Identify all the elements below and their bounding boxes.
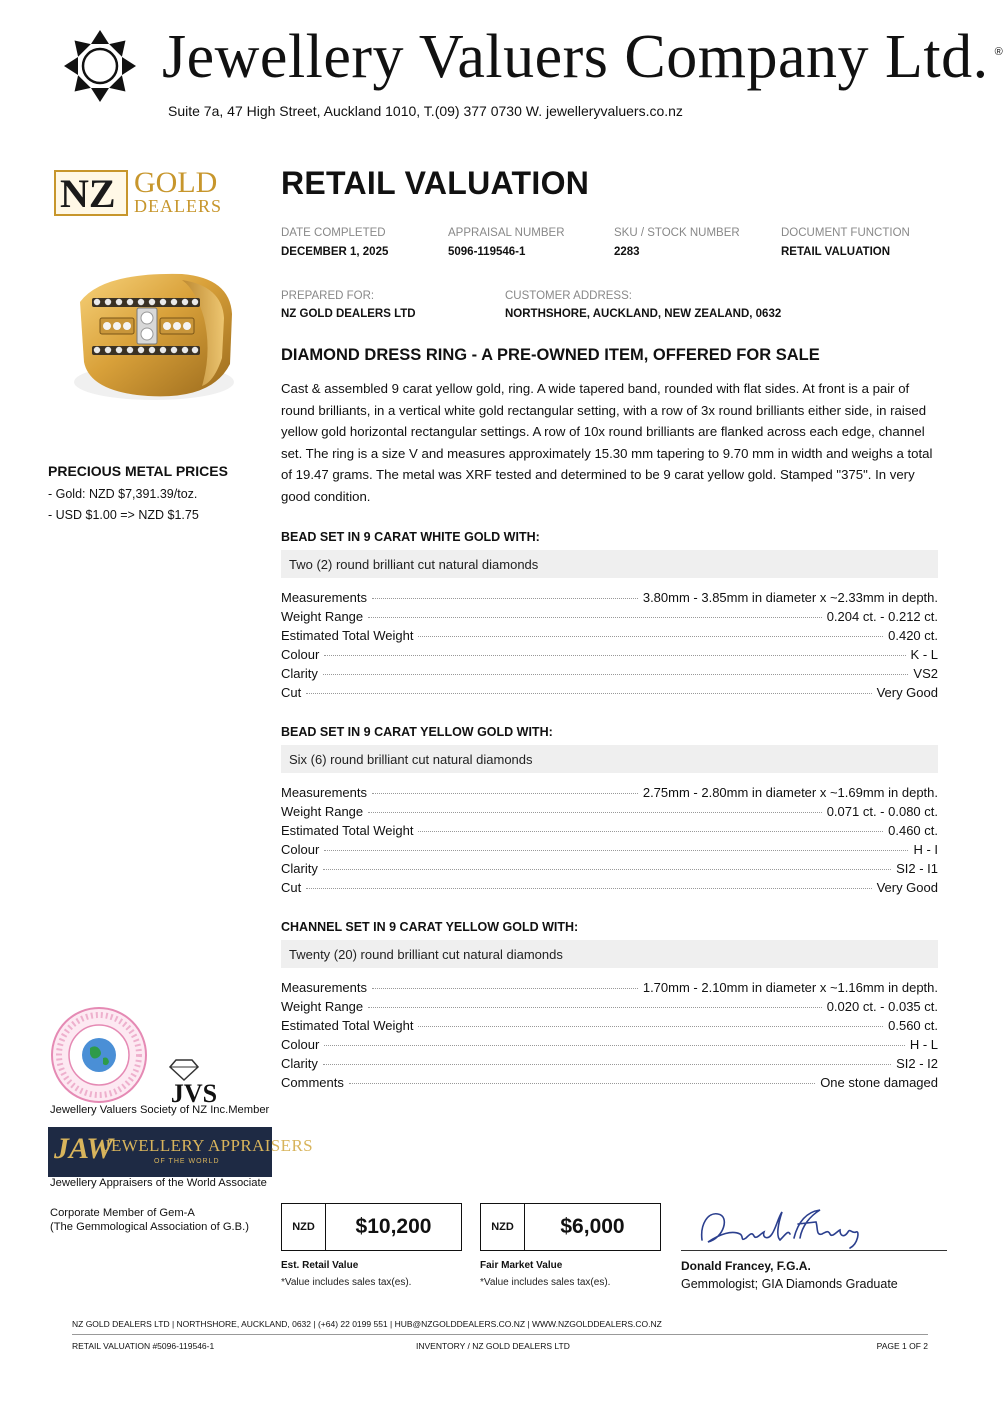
spec-value: H - I [913, 842, 938, 857]
gema-member-line: Corporate Member of Gem-A [50, 1207, 195, 1219]
nz-logo-box [54, 170, 128, 216]
item-title: DIAMOND DRESS RING - A PRE-OWNED ITEM, OFFERED FOR SALE [281, 346, 820, 364]
leader-dots [306, 693, 871, 694]
leader-dots [368, 1007, 822, 1008]
jvs-letters: JVS [170, 1079, 218, 1108]
spec-value: H - L [909, 1037, 938, 1052]
handwritten-signature-icon [690, 1204, 870, 1250]
appraisal-number-label: APPRAISAL NUMBER [448, 227, 565, 239]
leader-dots [372, 598, 638, 599]
spec-row [281, 785, 938, 804]
spec-row [281, 1037, 938, 1056]
spec-label: Measurements [281, 590, 367, 605]
spec-value: 0.560 ct. [888, 1018, 938, 1033]
spec-label: Estimated Total Weight [281, 823, 414, 838]
spec-label: Estimated Total Weight [281, 628, 414, 643]
spec-row [281, 1056, 938, 1075]
retail-currency: NZD [282, 1204, 326, 1250]
spec-label: Comments [281, 1075, 344, 1090]
spec-value: VS2 [913, 666, 938, 681]
spec-row [281, 804, 938, 823]
spec-row [281, 1018, 938, 1037]
document-function-value: RETAIL VALUATION [781, 246, 891, 258]
customer-address-label: CUSTOMER ADDRESS: [505, 290, 632, 302]
section-title: BEAD SET IN 9 CARAT YELLOW GOLD WITH: [281, 725, 553, 739]
spec-value: SI2 - I2 [896, 1056, 938, 1071]
ring-photo [62, 262, 242, 412]
footer-divider [72, 1334, 928, 1335]
leader-dots [323, 674, 909, 675]
company-logo-icon [62, 28, 138, 104]
signer-name: Donald Francey, F.G.A. [681, 1259, 811, 1273]
spec-value: 0.420 ct. [888, 628, 938, 643]
document-title: RETAIL VALUATION [281, 165, 590, 201]
prepared-for-value: NZ GOLD DEALERS LTD [281, 308, 416, 320]
fair-market-value-note: *Value includes sales tax(es). [480, 1277, 611, 1288]
leader-dots [372, 988, 638, 989]
spec-row [281, 823, 938, 842]
jaw-subtitle: OF THE WORLD [154, 1158, 220, 1165]
jvs-logo-icon [152, 1058, 236, 1106]
leader-dots [418, 1026, 883, 1027]
leader-dots [323, 1064, 891, 1065]
spec-label: Clarity [281, 861, 318, 876]
spec-row [281, 980, 938, 999]
stone-summary: Six (6) round brilliant cut natural diamonds [289, 752, 533, 767]
sku-label: SKU / STOCK NUMBER [614, 227, 740, 239]
spec-label: Colour [281, 1037, 320, 1052]
jewellery-appraisers-logo [48, 1127, 314, 1177]
leader-dots [349, 1083, 815, 1084]
spec-label: Weight Range [281, 999, 364, 1014]
spec-row [281, 609, 938, 628]
footer-document-ref: RETAIL VALUATION #5096-119546-1 [72, 1341, 215, 1351]
leader-dots [324, 1045, 905, 1046]
jvs-member-caption: Jewellery Valuers Society of NZ Inc.Member [50, 1104, 270, 1116]
spec-value: K - L [910, 647, 938, 662]
spec-value: SI2 - I1 [896, 861, 938, 876]
jaw-name: JEWELLERY APPRAISERS [104, 1136, 314, 1155]
fair-market-value-box [480, 1203, 661, 1251]
spec-value: 0.204 ct. - 0.212 ct. [826, 609, 938, 624]
stone-summary: Twenty (20) round brilliant cut natural diamonds [289, 947, 563, 962]
spec-label: Colour [281, 647, 320, 662]
sku-value: 2283 [614, 246, 640, 258]
section-title: CHANNEL SET IN 9 CARAT YELLOW GOLD WITH: [281, 920, 579, 934]
logo-nz-text: NZ [60, 171, 116, 216]
spec-row [281, 628, 938, 647]
spec-label: Measurements [281, 980, 367, 995]
appraisal-number-value: 5096-119546-1 [448, 246, 526, 258]
fair-market-value-caption: Fair Market Value [480, 1260, 563, 1271]
spec-row [281, 1075, 938, 1094]
spec-label: Clarity [281, 1056, 318, 1071]
spec-row [281, 685, 938, 704]
spec-label: Clarity [281, 666, 318, 681]
metal-prices-title: PRECIOUS METAL PRICES [48, 463, 228, 479]
signer-role: Gemmologist; GIA Diamonds Graduate [681, 1277, 898, 1291]
retail-amount: $10,200 [355, 1215, 432, 1238]
document-function-label: DOCUMENT FUNCTION [781, 227, 910, 239]
leader-dots [418, 636, 883, 637]
stone-summary: Two (2) round brilliant cut natural diamonds [289, 557, 539, 572]
spec-label: Colour [281, 842, 320, 857]
spec-value: Very Good [876, 685, 938, 700]
spec-label: Weight Range [281, 804, 364, 819]
spec-row [281, 590, 938, 609]
footer-inventory: INVENTORY / NZ GOLD DEALERS LTD [416, 1341, 570, 1351]
date-completed-label: DATE COMPLETED [281, 227, 386, 239]
spec-value: 0.020 ct. - 0.035 ct. [826, 999, 938, 1014]
jaw-associate-caption: Jewellery Appraisers of the World Associate [50, 1177, 267, 1189]
customer-address-value: NORTHSHORE, AUCKLAND, NEW ZEALAND, 0632 [505, 308, 782, 320]
stone-summary-bar [281, 940, 938, 968]
spec-row [281, 880, 938, 899]
company-name: Jewellery Valuers Company Ltd. ® [162, 23, 1003, 91]
spec-value: 0.071 ct. - 0.080 ct. [826, 804, 938, 819]
gold-price: - Gold: NZD $7,391.39/toz. [48, 487, 198, 501]
leader-dots [323, 869, 891, 870]
spec-value: 0.460 ct. [888, 823, 938, 838]
page-number: PAGE 1 OF 2 [876, 1341, 928, 1351]
leader-dots [324, 850, 908, 851]
signature-line [681, 1250, 947, 1251]
logo-dealers-text: DEALERS [134, 196, 222, 216]
retail-value-note: *Value includes sales tax(es). [281, 1277, 412, 1288]
gema-association-line: (The Gemmological Association of G.B.) [50, 1221, 249, 1233]
item-description: Cast & assembled 9 carat yellow gold, ring. A wide tapered band, rounded with flat sides. At front is a pair of round brilliants, in a vertical white gold rectangular setting, with a row of 3x round brilliants either side, in raised yellow gold horizontal rectangular settings. A row of 10x round brilliants are flanked across each edge, channel set. The ring is a size V and measures approximately 15.30 mm tapering to 9.70 mm in width and weighs a total of 19.47 grams. The metal was XRF tested and determined to be 9 carat yellow gold. Stamped "375". In very good condition. [281, 381, 933, 504]
leader-dots [368, 617, 822, 618]
section-title: BEAD SET IN 9 CARAT WHITE GOLD WITH: [281, 530, 540, 544]
spec-value: 3.80mm - 3.85mm in diameter x ~2.33mm in depth. [642, 590, 938, 605]
spec-value: Very Good [876, 880, 938, 895]
stone-summary-bar [281, 745, 938, 773]
fair-market-currency: NZD [481, 1204, 525, 1250]
spec-row [281, 861, 938, 880]
retail-value-box [281, 1203, 462, 1251]
fair-market-amount: $6,000 [560, 1215, 625, 1238]
spec-value: 1.70mm - 2.10mm in diameter x ~1.16mm in depth. [642, 980, 938, 995]
logo-gold-text: GOLD [134, 166, 218, 199]
stone-summary-bar [281, 550, 938, 578]
spec-row [281, 999, 938, 1018]
jaw-monogram: JAW [54, 1132, 113, 1165]
registered-mark: ® [994, 46, 1003, 59]
leader-dots [368, 812, 822, 813]
usd-exchange-rate: - USD $1.00 => NZD $1.75 [48, 508, 199, 522]
retail-value-caption: Est. Retail Value [281, 1260, 359, 1271]
spec-row [281, 647, 938, 666]
leader-dots [372, 793, 638, 794]
spec-row [281, 666, 938, 685]
spec-label: Weight Range [281, 609, 364, 624]
spec-label: Cut [281, 685, 302, 700]
leader-dots [324, 655, 905, 656]
footer-contact: NZ GOLD DEALERS LTD | NORTHSHORE, AUCKLAND, 0632 | (+64) 22 0199 551 | HUB@NZGOLDDEALERS.CO.NZ | WWW.NZGOLDDEALERS.CO.NZ [72, 1319, 662, 1329]
date-completed-value: DECEMBER 1, 2025 [281, 246, 389, 258]
company-address: Suite 7a, 47 High Street, Auckland 1010, T.(09) 377 0730 W. jewelleryvaluers.co.nz [168, 103, 683, 119]
spec-label: Measurements [281, 785, 367, 800]
spec-value: 2.75mm - 2.80mm in diameter x ~1.69mm in depth. [642, 785, 938, 800]
leader-dots [418, 831, 883, 832]
spec-label: Cut [281, 880, 302, 895]
spec-label: Estimated Total Weight [281, 1018, 414, 1033]
spec-row [281, 842, 938, 861]
jewellery-valuers-seal-icon [50, 1006, 148, 1104]
spec-value: One stone damaged [820, 1075, 938, 1090]
nz-gold-dealers-logo [54, 166, 234, 216]
leader-dots [306, 888, 871, 889]
prepared-for-label: PREPARED FOR: [281, 290, 375, 302]
